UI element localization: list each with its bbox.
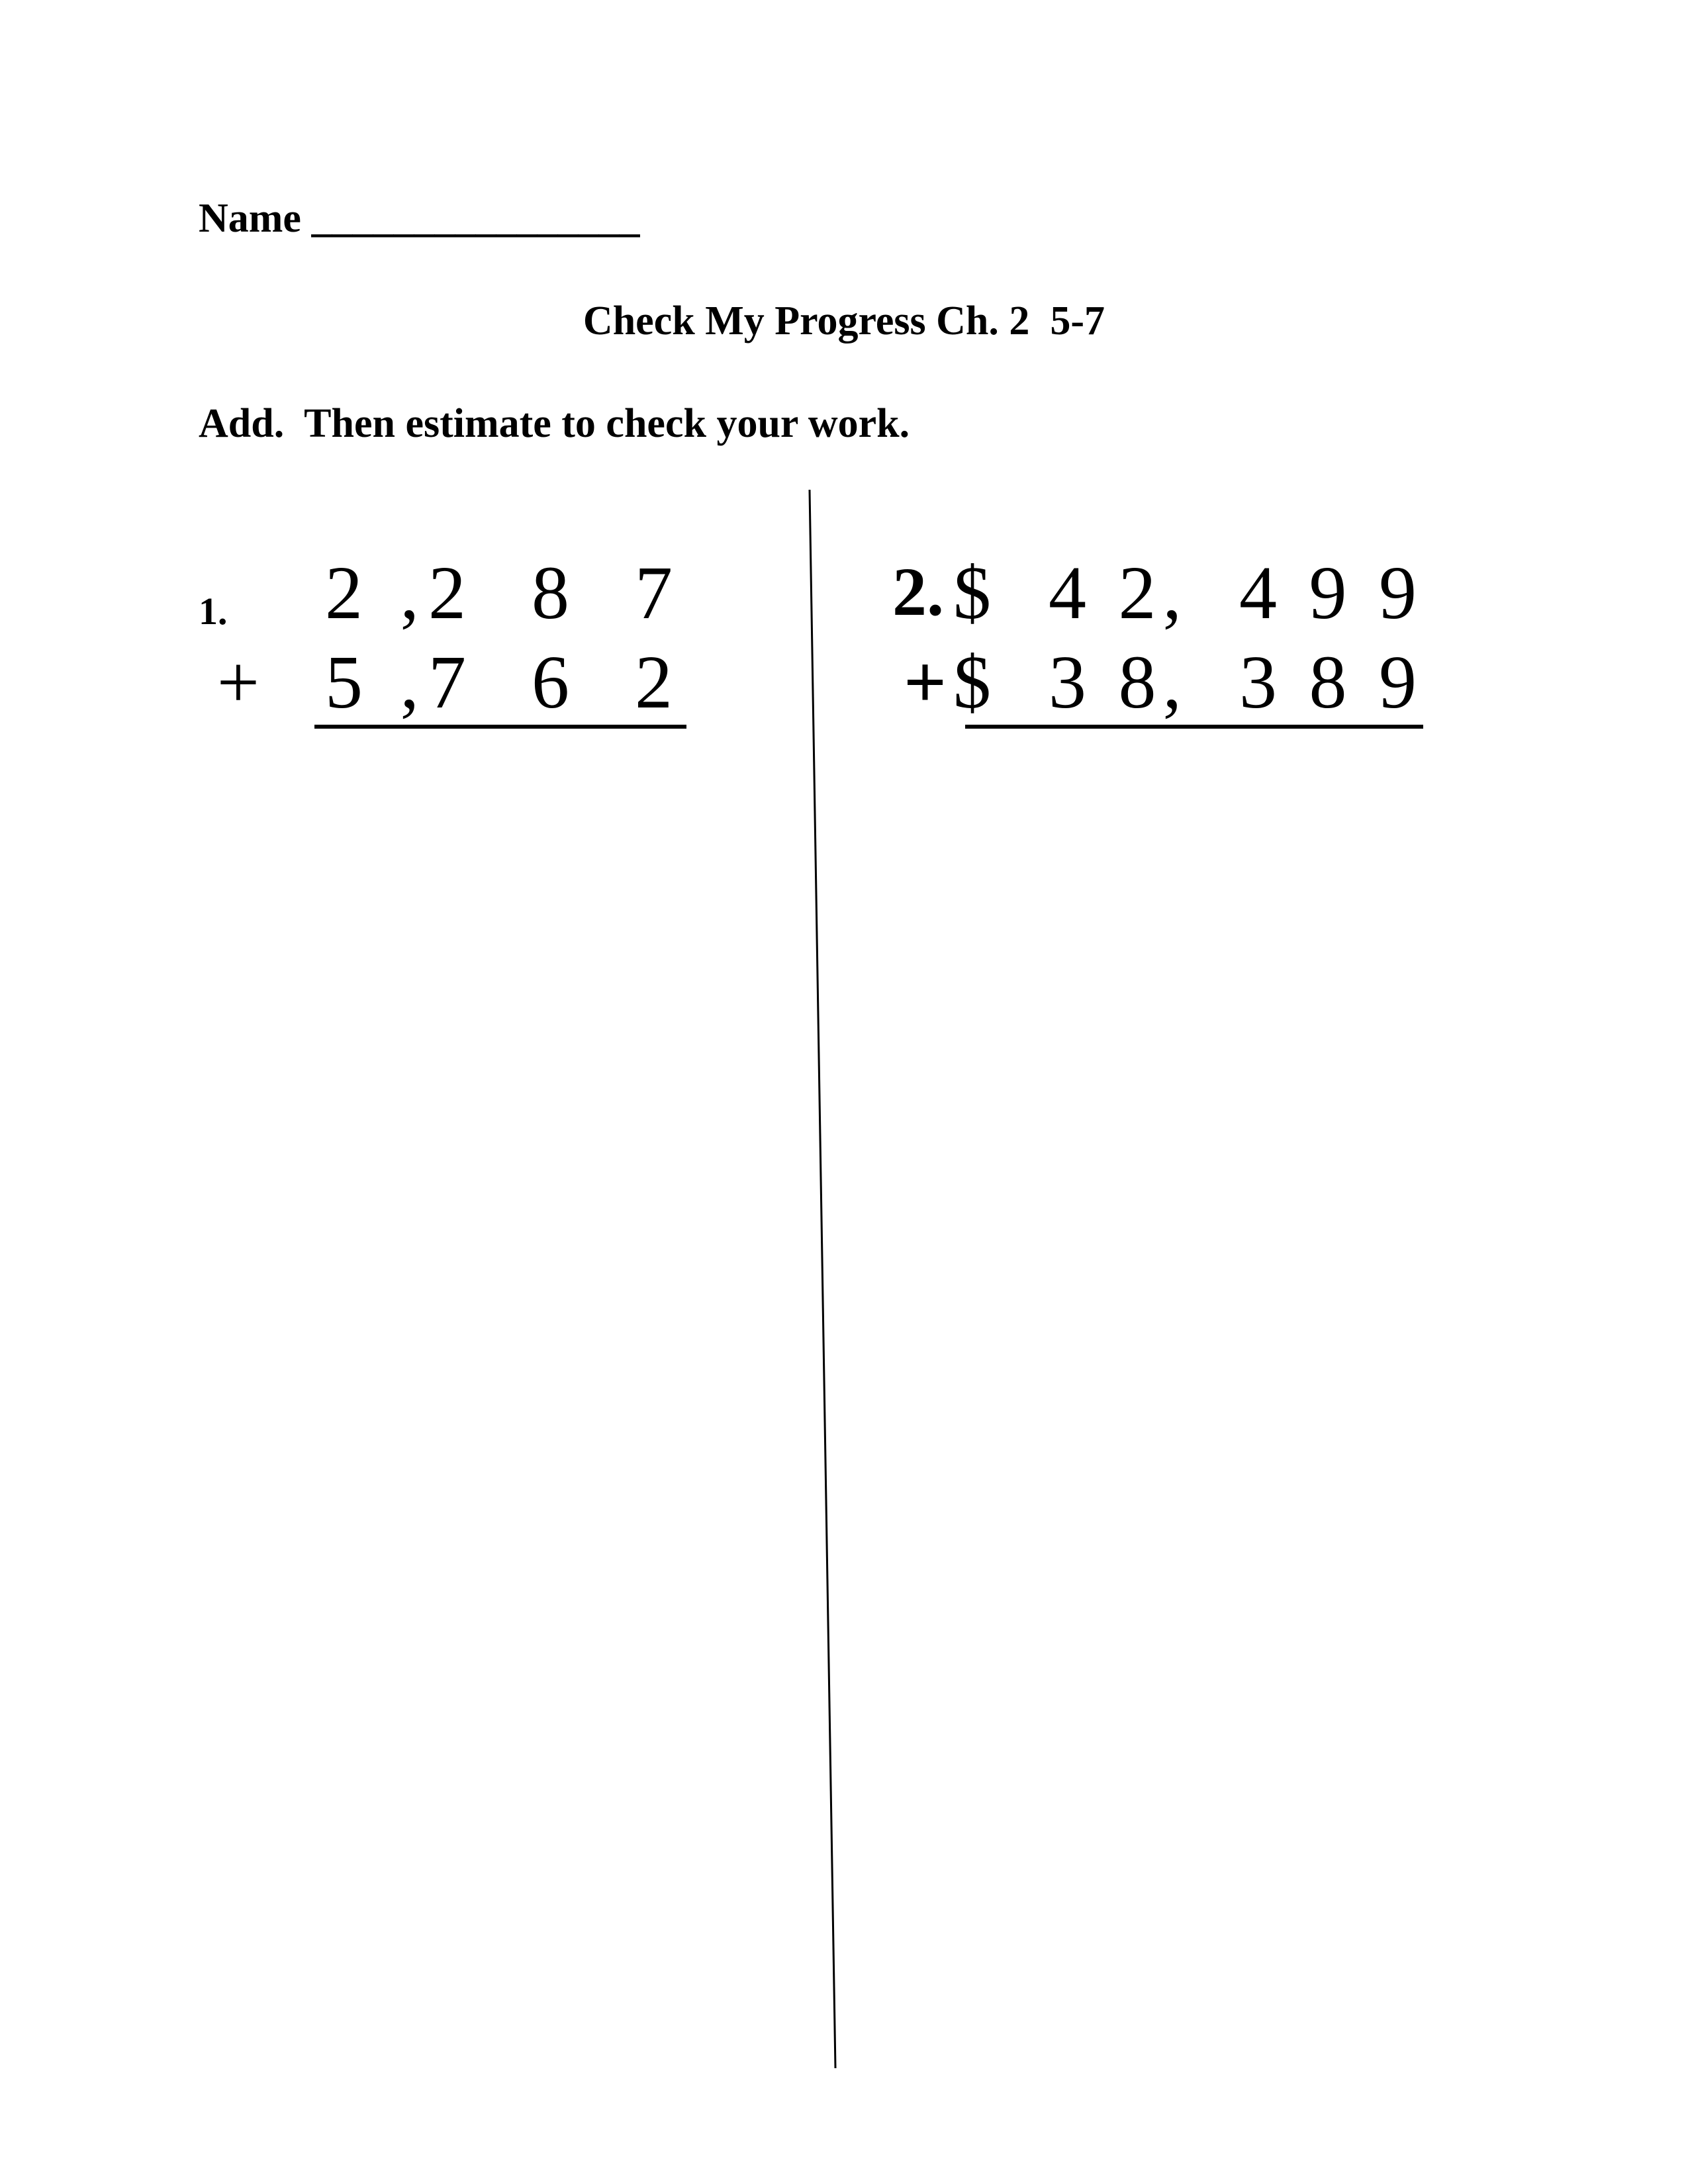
problem-1-number: 1.: [199, 590, 228, 633]
problem-1-addend-bottom: + 5 ,7 6 2: [216, 640, 682, 724]
problem-2-addend-bottom: $ 3 8, 3 8 9: [953, 640, 1423, 724]
name-field-label: Name ________________: [199, 196, 640, 241]
problem-2-plus-sign: +: [904, 640, 953, 724]
problem-2-addend-top: $ 4 2, 4 9 9: [953, 551, 1423, 635]
problem-2-addend-bottom-row: [904, 639, 1423, 726]
problem-1-addend-top: 2 ,2 8 7: [325, 551, 682, 635]
problem-2-sum-rule: [965, 725, 1423, 729]
divider-line: [810, 490, 835, 2068]
instructions: Add. Then estimate to check your work.: [199, 401, 910, 446]
problem-1-sum-rule: [314, 725, 686, 729]
problem-2-number: 2.: [892, 554, 944, 630]
page-title: Check My Progress Ch. 2 5-7: [583, 298, 1105, 343]
